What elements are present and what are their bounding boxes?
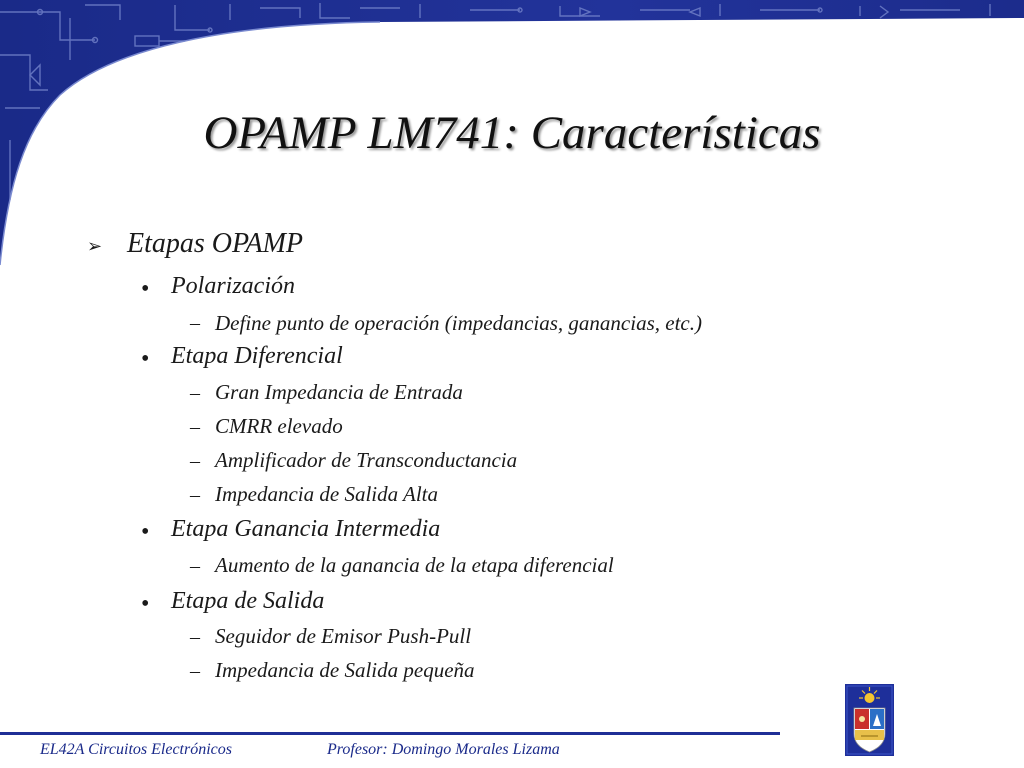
slide-title: OPAMP LM741: Características <box>203 107 821 159</box>
list-item: Impedancia de Salida pequeña <box>215 658 475 682</box>
dash-icon: – <box>190 660 200 682</box>
section-label: Etapa de Salida <box>171 588 325 614</box>
dash-icon: – <box>190 450 200 472</box>
bullet-icon: • <box>141 346 150 372</box>
list-item: Aumento de la ganancia de la etapa diferencial <box>215 553 614 577</box>
list-item: Gran Impedancia de Entrada <box>215 380 463 404</box>
list-item: CMRR elevado <box>215 414 343 438</box>
section-label: Etapa Diferencial <box>171 343 343 369</box>
list-item: Define punto de operación (impedancias, ganancias, etc.) <box>215 311 702 335</box>
bullet-icon: • <box>141 591 150 617</box>
arrow-bullet-icon: ➢ <box>87 236 103 256</box>
footer-course: EL42A Circuitos Electrónicos <box>40 741 232 758</box>
dash-icon: – <box>190 626 200 648</box>
list-item: Impedancia de Salida Alta <box>215 482 438 506</box>
bullet-icon: • <box>141 519 150 545</box>
dash-icon: – <box>190 484 200 506</box>
footer-professor: Profesor: Domingo Morales Lizama <box>327 741 560 758</box>
university-crest-icon <box>845 684 894 756</box>
dash-icon: – <box>190 416 200 438</box>
outline-heading: Etapas OPAMP <box>127 228 304 259</box>
dash-icon: – <box>190 555 200 577</box>
section-label: Etapa Ganancia Intermedia <box>171 516 441 542</box>
bullet-icon: • <box>141 276 150 302</box>
section-label: Polarización <box>171 273 295 299</box>
dash-icon: – <box>190 312 200 334</box>
footer-divider <box>0 732 780 735</box>
dash-icon: – <box>190 382 200 404</box>
list-item: Amplificador de Transconductancia <box>215 448 518 472</box>
list-item: Seguidor de Emisor Push-Pull <box>215 624 472 648</box>
